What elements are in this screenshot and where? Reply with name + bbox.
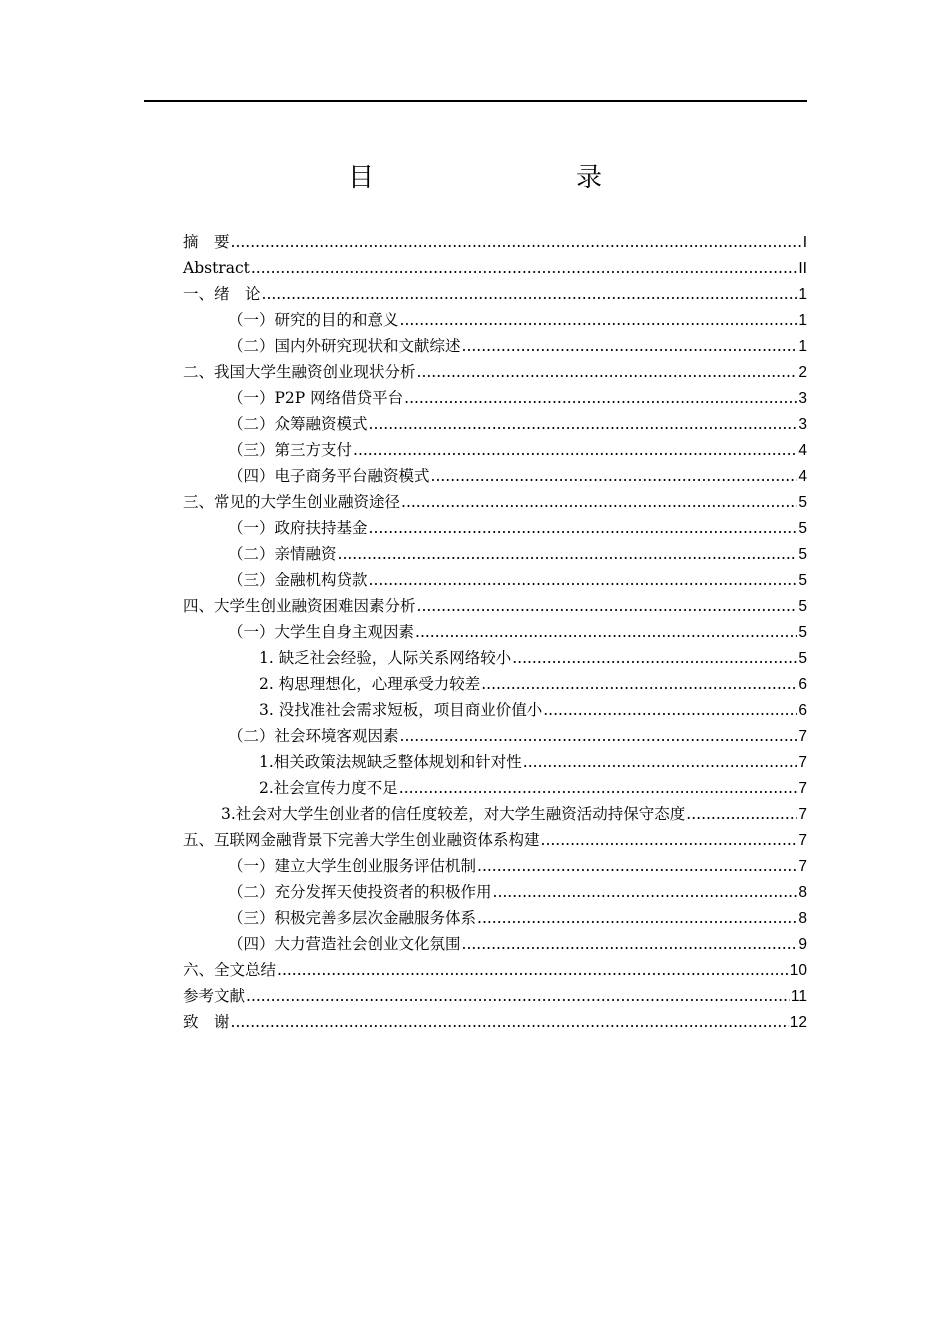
toc-entry-text: （三）第三方支付 — [228, 441, 353, 459]
toc-page-number: I — [802, 234, 807, 251]
toc-page-number: 5 — [798, 546, 807, 563]
toc-entry[interactable] — [183, 229, 807, 255]
toc-page-number: 6 — [798, 702, 807, 719]
toc-page-number: 9 — [798, 936, 807, 953]
toc-page-number: 5 — [798, 494, 807, 511]
toc-leader-dots — [231, 229, 802, 255]
toc-leader-dots — [277, 957, 789, 983]
toc-entry[interactable] — [183, 957, 807, 983]
toc-entry-text: Abstract — [183, 259, 250, 277]
toc-entry[interactable] — [183, 827, 807, 853]
toc-leader-dots — [369, 515, 798, 541]
toc-page-number: 11 — [790, 988, 807, 1005]
toc-entry-text: 参考文献 — [183, 987, 246, 1005]
toc-entry[interactable] — [183, 853, 807, 879]
toc-entry[interactable] — [183, 775, 807, 801]
toc-page-number: 7 — [798, 858, 807, 875]
toc-leader-dots — [338, 541, 798, 567]
toc-page-number: 8 — [798, 910, 807, 927]
toc-entry-text: 1. 缺乏社会经验，人际关系网络较小 — [259, 649, 512, 667]
toc-entry-text: 2. 构思理想化，心理承受力较差 — [259, 675, 481, 693]
toc-entry[interactable] — [183, 619, 807, 645]
toc-entry-text: （一）大学生自身主观因素 — [228, 623, 415, 641]
toc-entry[interactable] — [183, 879, 807, 905]
toc-entry[interactable] — [183, 489, 807, 515]
toc-leader-dots — [231, 1009, 789, 1035]
toc-entry[interactable] — [183, 723, 807, 749]
toc-leader-dots — [543, 697, 797, 723]
toc-leader-dots — [417, 359, 798, 385]
toc-leader-dots — [493, 879, 798, 905]
toc-entry[interactable] — [183, 281, 807, 307]
toc-leader-dots — [369, 567, 798, 593]
toc-entry-text: （一）建立大学生创业服务评估机制 — [228, 857, 477, 875]
toc-page-number: 5 — [798, 572, 807, 589]
table-of-contents — [183, 229, 807, 1035]
toc-entry[interactable] — [183, 1009, 807, 1035]
toc-entry[interactable] — [183, 385, 807, 411]
toc-entry[interactable] — [183, 697, 807, 723]
toc-entry-text: 3.社会对大学生创业者的信任度较差，对大学生融资活动持保守态度 — [221, 805, 686, 823]
toc-entry[interactable] — [183, 515, 807, 541]
toc-leader-dots — [512, 645, 797, 671]
toc-entry[interactable] — [183, 359, 807, 385]
toc-entry-text: （三）积极完善多层次金融服务体系 — [228, 909, 477, 927]
toc-leader-dots — [400, 723, 798, 749]
toc-entry[interactable] — [183, 671, 807, 697]
toc-leader-dots — [477, 853, 797, 879]
toc-leader-dots — [401, 489, 797, 515]
toc-entry-text: 二、我国大学生融资创业现状分析 — [183, 363, 416, 381]
toc-entry-text: 一、绪 论 — [183, 285, 261, 303]
toc-leader-dots — [541, 827, 798, 853]
toc-entry-text: 四、大学生创业融资困难因素分析 — [183, 597, 416, 615]
toc-leader-dots — [399, 775, 798, 801]
toc-leader-dots — [462, 333, 798, 359]
toc-page-number: 7 — [798, 728, 807, 745]
toc-entry[interactable] — [183, 567, 807, 593]
toc-entry-text: 1.相关政策法规缺乏整体规划和针对性 — [259, 753, 522, 771]
toc-entry-text: （四）大力营造社会创业文化氛围 — [228, 935, 461, 953]
page-title: 目 录 — [347, 163, 652, 193]
toc-entry[interactable] — [183, 307, 807, 333]
toc-entry-text: （二）充分发挥天使投资者的积极作用 — [228, 883, 492, 901]
toc-entry-text: 致 谢 — [183, 1013, 230, 1031]
toc-entry[interactable] — [183, 749, 807, 775]
toc-leader-dots — [353, 437, 797, 463]
toc-page-number: 5 — [798, 520, 807, 537]
toc-leader-dots — [686, 801, 797, 827]
toc-entry-text: （二）国内外研究现状和文献综述 — [228, 337, 461, 355]
toc-leader-dots — [477, 905, 797, 931]
toc-entry[interactable] — [183, 593, 807, 619]
toc-entry-text: （一）P2P 网络借贷平台 — [228, 389, 404, 407]
toc-entry[interactable] — [183, 411, 807, 437]
toc-page-number: 2 — [798, 364, 807, 381]
toc-entry[interactable] — [183, 645, 807, 671]
toc-leader-dots — [481, 671, 797, 697]
toc-page-number: 5 — [798, 598, 807, 615]
toc-page-number: 5 — [798, 650, 807, 667]
toc-page-number: 10 — [789, 962, 807, 979]
toc-page-number: 7 — [798, 832, 807, 849]
toc-entry[interactable] — [183, 463, 807, 489]
toc-entry-text: 六、全文总结 — [183, 961, 277, 979]
toc-entry-text: 3. 没找准社会需求短板，项目商业价值小 — [259, 701, 543, 719]
toc-entry-text: （一）政府扶持基金 — [228, 519, 368, 537]
toc-entry[interactable] — [183, 255, 807, 281]
toc-leader-dots — [400, 307, 798, 333]
toc-page-number: 12 — [789, 1014, 807, 1031]
toc-entry-text: 摘 要 — [183, 233, 230, 251]
toc-leader-dots — [417, 593, 798, 619]
toc-entry[interactable] — [183, 801, 807, 827]
toc-page-number: 4 — [798, 468, 807, 485]
toc-entry-text: （三）金融机构贷款 — [228, 571, 368, 589]
toc-entry[interactable] — [183, 437, 807, 463]
toc-page-number: 8 — [798, 884, 807, 901]
header-rule — [144, 100, 807, 102]
toc-page-number: 7 — [798, 806, 807, 823]
toc-entry-text: （二）众筹融资模式 — [228, 415, 368, 433]
toc-page-number: 7 — [798, 780, 807, 797]
toc-leader-dots — [262, 281, 798, 307]
toc-leader-dots — [415, 619, 797, 645]
toc-entry[interactable] — [183, 541, 807, 567]
toc-entry-text: （二）社会环境客观因素 — [228, 727, 399, 745]
toc-page-number: 3 — [798, 390, 807, 407]
toc-leader-dots — [369, 411, 798, 437]
toc-entry[interactable] — [183, 983, 807, 1009]
toc-page-number: 6 — [798, 676, 807, 693]
toc-leader-dots — [246, 983, 790, 1009]
toc-entry[interactable] — [183, 905, 807, 931]
toc-leader-dots — [462, 931, 798, 957]
toc-page-number: 1 — [798, 286, 807, 303]
toc-entry-text: （四）电子商务平台融资模式 — [228, 467, 430, 485]
toc-leader-dots — [251, 255, 798, 281]
toc-entry-text: （一）研究的目的和意义 — [228, 311, 399, 329]
toc-page-number: 3 — [798, 416, 807, 433]
toc-page-number: 5 — [798, 624, 807, 641]
toc-page-number: II — [798, 260, 807, 277]
toc-entry[interactable] — [183, 931, 807, 957]
toc-entry-text: （二）亲情融资 — [228, 545, 337, 563]
toc-page-number: 4 — [798, 442, 807, 459]
toc-entry[interactable] — [183, 333, 807, 359]
toc-leader-dots — [523, 749, 798, 775]
toc-entry-text: 三、常见的大学生创业融资途径 — [183, 493, 401, 511]
toc-entry-text: 五、互联网金融背景下完善大学生创业融资体系构建 — [183, 831, 540, 849]
toc-leader-dots — [404, 385, 797, 411]
toc-page-number: 1 — [798, 312, 807, 329]
toc-page-number: 7 — [798, 754, 807, 771]
toc-entry-text: 2.社会宣传力度不足 — [259, 779, 398, 797]
toc-leader-dots — [431, 463, 798, 489]
toc-page-number: 1 — [798, 338, 807, 355]
